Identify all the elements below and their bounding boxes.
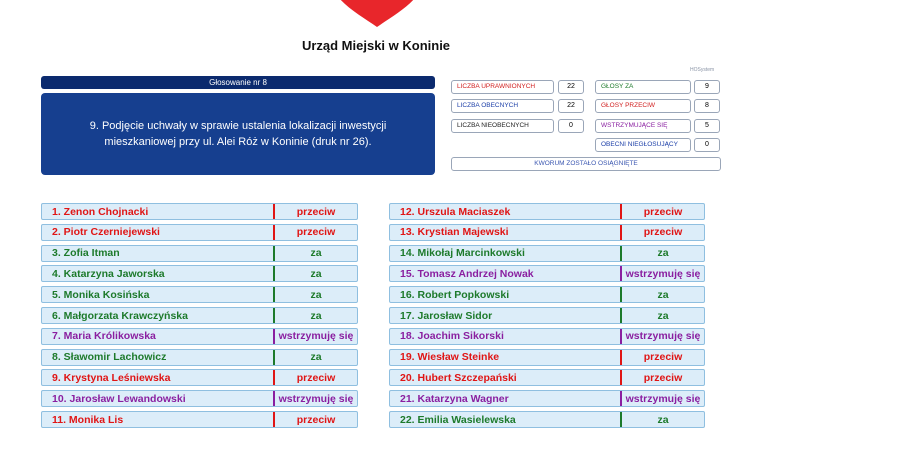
stat-wstrzymujace — [595, 119, 720, 133]
motion-box — [41, 93, 435, 175]
councillor-name: 18. Joachim Sikorski — [400, 330, 504, 343]
councillor-vote: przeciw — [296, 413, 336, 426]
councillor-vote: za — [310, 247, 322, 260]
councillor-name: 21. Katarzyna Wagner — [400, 392, 509, 405]
councillor-row — [389, 245, 705, 262]
stat-value: 22 — [558, 80, 584, 94]
councillor-vote: za — [310, 351, 322, 364]
stat-value: 5 — [694, 119, 720, 133]
councillor-row — [389, 390, 705, 407]
councillor-vote: za — [310, 309, 322, 322]
councillor-name: 4. Katarzyna Jaworska — [52, 267, 165, 280]
councillor-vote: za — [310, 288, 322, 301]
councillor-vote: przeciw — [643, 371, 683, 384]
councillor-row — [389, 286, 705, 303]
councillor-name: 15. Tomasz Andrzej Nowak — [400, 267, 534, 280]
stat-value: 8 — [694, 99, 720, 113]
councillor-name: 17. Jarosław Sidor — [400, 309, 493, 322]
councillor-name: 8. Sławomir Lachowicz — [52, 351, 167, 364]
stat-label: OBECNI NIEGŁOSUJĄCY — [595, 138, 691, 152]
councillor-name: 16. Robert Popkowski — [400, 288, 510, 301]
councillor-vote: wstrzymuję się — [278, 392, 354, 405]
councillor-vote: wstrzymuję się — [278, 330, 354, 343]
councillor-name: 5. Monika Kosińska — [52, 288, 150, 301]
page-title: Urząd Miejski w Koninie — [301, 38, 451, 53]
councillor-vote: przeciw — [643, 205, 683, 218]
councillor-row — [41, 328, 358, 345]
stat-uprawnionych — [451, 80, 584, 94]
stat-value: 0 — [558, 119, 584, 133]
councillor-row — [41, 203, 358, 220]
councillor-name: 7. Maria Królikowska — [52, 330, 156, 343]
councillor-name: 3. Zofia Itman — [52, 247, 120, 260]
councillor-row — [41, 411, 358, 428]
councillor-name: 10. Jarosław Lewandowski — [52, 392, 186, 405]
quorum-status: KWORUM ZOSTAŁO OSIĄGNIĘTE — [451, 157, 721, 171]
motion-text: 9. Podjęcie uchwały w sprawie ustalenia lokalizacji inwestycji mieszkaniowej przy ul. Alei Róż w Koninie (druk nr 26). — [89, 120, 387, 148]
councillor-vote: wstrzymuję się — [625, 330, 701, 343]
councillor-row — [41, 224, 358, 241]
councillor-vote: przeciw — [643, 226, 683, 239]
stat-niegłosujacy — [595, 138, 720, 152]
councillor-vote: za — [310, 267, 322, 280]
stat-value: 0 — [694, 138, 720, 152]
stat-nieobecnych — [451, 119, 584, 133]
stat-label: GŁOSY ZA — [595, 80, 691, 94]
councillor-row — [389, 369, 705, 386]
stat-value: 9 — [694, 80, 720, 94]
councillor-vote: za — [657, 309, 669, 322]
councillor-name: 14. Mikołaj Marcinkowski — [400, 247, 525, 260]
stat-za — [595, 80, 720, 94]
councillor-vote: przeciw — [296, 226, 336, 239]
councillor-name: 19. Wiesław Steinke — [400, 351, 500, 364]
councillor-row — [41, 307, 358, 324]
councillor-vote: przeciw — [643, 351, 683, 364]
councillor-row — [389, 349, 705, 366]
stat-label: LICZBA NIEOBECNYCH — [451, 119, 554, 133]
councillor-name: 6. Małgorzata Krawczyńska — [52, 309, 188, 322]
councillor-vote: za — [657, 288, 669, 301]
councillor-vote: przeciw — [296, 205, 336, 218]
stat-przeciw — [595, 99, 720, 113]
vote-number-header: Głosowanie nr 8 — [41, 76, 435, 89]
councillor-row — [389, 203, 705, 220]
councillor-vote: za — [657, 247, 669, 260]
councillor-row — [389, 411, 705, 428]
stat-label: WSTRZYMUJĄCE SIĘ — [595, 119, 691, 133]
councillor-row — [389, 265, 705, 282]
stat-value: 22 — [558, 99, 584, 113]
councillor-name: 1. Zenon Chojnacki — [52, 205, 149, 218]
councillor-vote: wstrzymuję się — [625, 392, 701, 405]
councillor-row — [389, 328, 705, 345]
councillor-name: 13. Krystian Majewski — [400, 226, 509, 239]
councillor-name: 9. Krystyna Leśniewska — [52, 371, 171, 384]
system-label: HOSystem — [690, 67, 715, 73]
councillor-row — [41, 245, 358, 262]
councillor-name: 12. Urszula Maciaszek — [400, 205, 511, 218]
councillor-row — [41, 369, 358, 386]
councillor-row — [389, 224, 705, 241]
councillor-vote: przeciw — [296, 371, 336, 384]
stat-label: LICZBA UPRAWNIONYCH — [451, 80, 554, 94]
councillor-name: 22. Emilia Wasielewska — [400, 413, 516, 426]
councillor-vote: wstrzymuję się — [625, 267, 701, 280]
councillor-name: 11. Monika Lis — [52, 413, 124, 426]
stat-label: LICZBA OBECNYCH — [451, 99, 554, 113]
councillor-row — [41, 390, 358, 407]
councillor-name: 2. Piotr Czerniejewski — [52, 226, 160, 239]
councillor-row — [389, 307, 705, 324]
councillor-row — [41, 349, 358, 366]
councillor-row — [41, 265, 358, 282]
stat-obecnych — [451, 99, 584, 113]
councillor-row — [41, 286, 358, 303]
stat-label: GŁOSY PRZECIW — [595, 99, 691, 113]
councillor-vote: za — [657, 413, 669, 426]
heart-logo-icon — [330, 0, 425, 28]
councillor-name: 20. Hubert Szczepański — [400, 371, 517, 384]
